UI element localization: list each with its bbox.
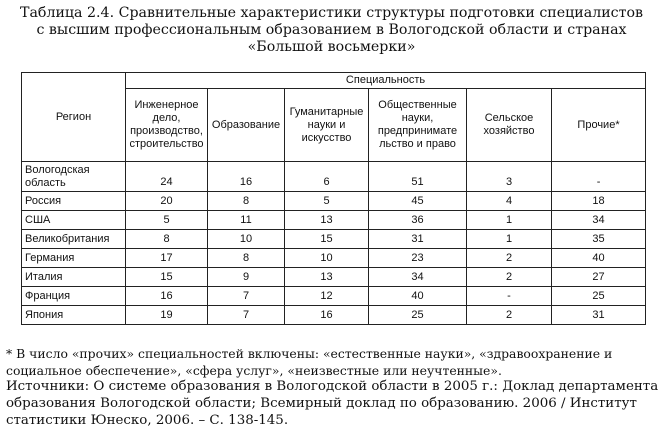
value-cell: 4 [467, 192, 552, 211]
region-name-line: область [25, 176, 66, 189]
region-header: Регион [22, 73, 126, 162]
value-cell: 20 [126, 192, 208, 211]
region-name-line: Вологодская [25, 163, 90, 176]
value-cell: 15 [126, 268, 208, 287]
value-cell: 51 [369, 162, 467, 192]
sources-note [6, 378, 657, 429]
value-cell: 2 [467, 268, 552, 287]
table-row [22, 162, 646, 192]
value-cell: 16 [285, 306, 369, 325]
region-cell [22, 268, 126, 287]
table-row [22, 249, 646, 268]
sources-line: Источники: О системе образования в Вологодской области в 2005 г.: Доклад департамента [6, 379, 659, 394]
value-cell: 8 [208, 249, 285, 268]
table-body [22, 162, 646, 325]
value-cell: 3 [467, 162, 552, 192]
value-cell: 6 [285, 162, 369, 192]
value-cell: 24 [126, 162, 208, 192]
value-cell: 7 [208, 306, 285, 325]
title-line: с высшим профессиональным образованием в Вологодской области и странах [36, 22, 627, 38]
value-cell: 8 [208, 192, 285, 211]
table-row [22, 287, 646, 306]
value-cell: 1 [467, 230, 552, 249]
value-cell: 40 [369, 287, 467, 306]
value-cell: 36 [369, 211, 467, 230]
header-row [22, 73, 646, 89]
value-cell: 2 [467, 249, 552, 268]
value-cell: 45 [369, 192, 467, 211]
region-cell [22, 230, 126, 249]
column-header [552, 89, 646, 162]
value-cell: 8 [126, 230, 208, 249]
value-cell: 15 [285, 230, 369, 249]
region-cell [22, 162, 126, 192]
value-cell: 10 [208, 230, 285, 249]
value-cell: 2 [467, 306, 552, 325]
region-name-line: США [25, 213, 51, 226]
value-cell: 40 [552, 249, 646, 268]
comparison-table [21, 72, 646, 325]
title-line: Таблица 2.4. Сравнительные характеристики структуры подготовки специалистов [20, 5, 643, 21]
region-cell [22, 211, 126, 230]
column-header-line: Образование [211, 118, 281, 131]
sources-line: образования Вологодской области; Всемирный доклад по образованию. 2006 / Институт [6, 396, 637, 411]
column-header-line: дело, [152, 112, 181, 124]
region-name-line: Россия [25, 194, 62, 207]
value-cell: 19 [126, 306, 208, 325]
column-header-line: Инженерное [134, 99, 199, 111]
region-name-line: Франция [25, 289, 71, 302]
column-header [285, 89, 369, 162]
footnote [6, 345, 657, 379]
region-cell [22, 287, 126, 306]
region-cell [22, 249, 126, 268]
footnote-line: социальное обеспечение», «сфера услуг», «неизвестные или неучтенные». [6, 363, 502, 378]
value-cell: 34 [369, 268, 467, 287]
column-header [467, 89, 552, 162]
column-header-line: Общественные [378, 99, 457, 111]
value-cell: 27 [552, 268, 646, 287]
value-cell: 23 [369, 249, 467, 268]
region-name-line: Германия [25, 251, 75, 264]
value-cell: 16 [126, 287, 208, 306]
value-cell: 25 [369, 306, 467, 325]
region-cell [22, 306, 126, 325]
value-cell: 10 [285, 249, 369, 268]
value-cell: 12 [285, 287, 369, 306]
table-row [22, 230, 646, 249]
value-cell: 9 [208, 268, 285, 287]
value-cell: 25 [552, 287, 646, 306]
table-row [22, 268, 646, 287]
value-cell: 5 [285, 192, 369, 211]
column-header-line: льство и право [379, 138, 456, 150]
column-header-line: хозяйство [483, 125, 535, 137]
value-cell: - [552, 162, 646, 192]
value-cell: 1 [467, 211, 552, 230]
title-line: «Большой восьмерки» [247, 39, 416, 55]
column-header-line: производство, [130, 125, 203, 137]
column-header-line: Прочие* [577, 118, 620, 131]
column-header [126, 89, 208, 162]
value-cell: 16 [208, 162, 285, 192]
footnote-line: * В число «прочих» специальностей включены: «естественные науки», «здравоохранение и [6, 346, 613, 361]
value-cell: 5 [126, 211, 208, 230]
value-cell: 7 [208, 287, 285, 306]
value-cell: 31 [369, 230, 467, 249]
value-cell: 17 [126, 249, 208, 268]
value-cell: 18 [552, 192, 646, 211]
value-cell: 34 [552, 211, 646, 230]
value-cell: 13 [285, 211, 369, 230]
value-cell: 11 [208, 211, 285, 230]
column-header-line: искусство [301, 131, 352, 144]
column-header [208, 89, 285, 162]
region-cell [22, 192, 126, 211]
table-title [6, 5, 657, 56]
value-cell: 35 [552, 230, 646, 249]
column-header-line: науки и [307, 118, 346, 131]
table-row [22, 211, 646, 230]
region-name-line: Италия [25, 270, 63, 283]
region-name-line: Япония [25, 308, 64, 321]
value-cell: 31 [552, 306, 646, 325]
sources-line: статистики Юнеско, 2006. – С. 138-145. [6, 413, 289, 428]
column-header-line: предпринимате [377, 125, 458, 137]
column-header-line: науки, [401, 112, 434, 124]
column-header-line: строительство [129, 138, 204, 150]
value-cell: - [467, 287, 552, 306]
column-header [369, 89, 467, 162]
table-row [22, 306, 646, 325]
specialty-group-header: Специальность [126, 73, 646, 89]
table-row [22, 192, 646, 211]
column-header-line: Гуманитарные [289, 105, 364, 118]
column-header-line: Сельское [484, 112, 534, 124]
value-cell: 13 [285, 268, 369, 287]
region-name-line: Великобритания [25, 232, 110, 245]
